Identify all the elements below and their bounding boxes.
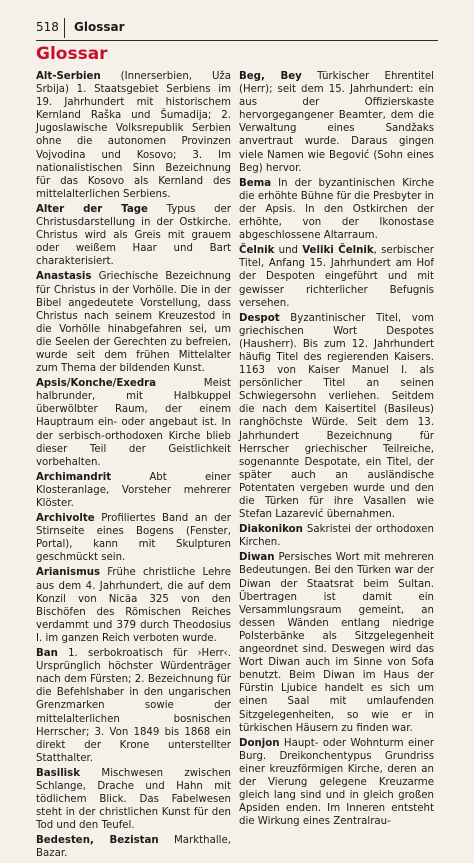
glossary-definition: (Innerserbien, Uža Srbija) 1. Staatsgebiet Serbiens im 19. Jahrhundert mit historischem Kernland Raška und Šumadija; 2. Jugoslawische Volksrepublik Serbien ohne die autonomen Provinzen Vojvodina und Kosovo; 3. Im nationalistischen Sinn Bezeichnung für das Kosovo als Kernland des mittelalterlichen Serbiens.: [36, 71, 231, 200]
glossary-term: Archivolte: [36, 513, 95, 525]
page-title: Glossar: [36, 44, 108, 64]
glossary-entry: [36, 270, 231, 375]
glossary-definition: Meist halbrunder, mit Halbkuppel überwölbter Raum, der einem Hauptraum ein- oder angebaut ist. In der serbisch-orthodoxen Kirche blieb dieser Teil der Geistlichkeit vorbehalten.: [36, 378, 231, 468]
glossary-definition: Markthalle, Bazar.: [36, 835, 231, 860]
glossary-entry: [239, 244, 434, 309]
glossary-entry: [36, 377, 231, 469]
glossary-term: Alt-Serbien: [36, 71, 101, 82]
glossary-entry: [36, 471, 231, 510]
glossary-definition: Profiliertes Band an der Stirnseite eines Bogens (Fenster, Portal), kann mit Skulpturen geschmückt sein.: [36, 513, 231, 564]
running-header: [36, 18, 438, 41]
glossary-definition: Frühe christliche Lehre aus dem 4. Jahrhundert, die auf dem Konzil von Nicäa 325 von den Bischöfen des Römischen Reiches verdammt und 379 durch Theodosius I. im ganzen Reich verboten wurde.: [36, 567, 231, 644]
glossary-term: Diakonikon: [239, 524, 303, 536]
glossary-definition: Griechische Bezeichnung für Christus in der Vorhölle. Die in der Bibel angedeutete Vorstellung, dass Christus nach seinem Kreuzestod in die Vorhölle hinabgefahren sei, um die Seelen der Gerechten zu befreien, wurde seit dem frühen Mittelalter zum Thema der bildenden Kunst.: [36, 271, 231, 375]
glossary-term: Čelnik: [239, 245, 275, 257]
glossary-term: Arianismus: [36, 567, 101, 579]
right-column: [239, 70, 434, 830]
running-header-title: Glossar: [74, 20, 125, 34]
glossary-term: Bedesten, Bezistan: [36, 835, 159, 847]
glossary-term: Donjon: [239, 737, 280, 749]
glossary-term: Alter der Tage: [36, 203, 148, 215]
glossary-entry: [36, 203, 231, 268]
glossary-definition: 1. serbokroatisch für ›Herr‹. Ursprünglich höchster Würdenträger nach dem Fürsten; 2. Bezeichnung für die Befehlshaber in den ungarischen Grenzmarken sowie der mittelalterlichen bosnischen Herrscher; 3. Von 1849 bis 1868 ein direkt der Krone unterstellter Statthalter.: [36, 648, 231, 764]
glossary-definition: Türkischer Ehrentitel (Herr); seit dem 15. Jahrhundert: ein aus der Offizierskaste hervorgegangener Beamter, dem die Verwaltung eines Sandžaks anvertraut wurde. Daraus gingen viele Namen wie Begović (Sohn eines Beg) hervor.: [239, 71, 435, 174]
glossary-definition: Mischwesen zwischen Schlange, Drache und Hahn mit tödlichem Blick. Das Fabelwesen steht in der christlichen Kunst für den Tod und den Teufel.: [36, 767, 231, 832]
glossary-definition: Persisches Wort mit mehreren Bedeutungen. Bei den Türken war der Diwan der Staatsrat beim Sultan. Übertragen ist damit ein Versammlungsraum gemeint, an dessen Wänden entlang niedrige Polsterbänke als Sitzgelegenheit angeordnet sind. Deswegen wird das Wort Diwan auch im Sinne von Sofa benutzt. Beim Diwan im Haus der Fürstin Ljubice handelt es sich um einen Saal mit umlaufenden Sitzgelegenheiten, so wie er in türkischen Häusern zu finden war.: [239, 552, 434, 734]
page-number: 518: [36, 20, 59, 34]
glossary-definition: Byzantinischer Titel, vom griechischen Wort Despotes (Hausherr). Bis zum 12. Jahrhundert häufig Titel des regierenden Kaisers. 1163 von Kaiser Manuel I. als persönlicher Titel an seinen Schwiegersohn verliehen. Seitdem die nach dem Kaisertitel (Basileus) ranghöchste Würde. Seit dem 13. Jahrhundert Bezeichnung für Herrscher griechischer Teilreiche, sogenannte Despotate, ein Titel, der später auch an ausländische Potentaten vergeben wurde und den die Türken für ihre Vasallen wie Stefan Lazarević übernahmen.: [239, 312, 434, 521]
glossary-definition: Sakristei der orthodoxen Kirchen.: [239, 524, 434, 549]
glossary-definition: Typus der Christusdarstellung in der Ostkirche. Christus wird als Greis mit grauem oder weißem Haar und Bart charakterisiert.: [36, 203, 231, 268]
glossary-entry: [36, 647, 231, 765]
header-divider: [64, 18, 65, 38]
glossary-term: Bema: [239, 177, 272, 189]
glossary-entry: [239, 70, 434, 175]
glossary-entry: [239, 523, 434, 549]
glossary-term: Veliki Čelnik: [302, 245, 374, 257]
glossary-entry: [239, 737, 434, 829]
glossary-definition: , serbischer Titel, Anfang 15. Jahrhundert am Hof der Despoten eingeführt und mit gewisser richterlicher Befugnis versehen.: [239, 245, 434, 309]
glossary-entry: [36, 566, 231, 645]
glossary-term: Anastasis: [36, 271, 92, 283]
glossary-entry: [36, 834, 231, 860]
glossary-term: Diwan: [239, 552, 275, 564]
glossary-definition: und: [274, 245, 303, 257]
glossary-entry: [36, 767, 231, 832]
glossary-definition: Abt einer Klosteranlage, Vorsteher mehrerer Klöster.: [36, 471, 231, 509]
glossary-term: Basilisk: [36, 767, 81, 779]
left-column: [36, 70, 231, 863]
glossary-definition: Haupt- oder Wohnturm einer Burg. Dreikonchentypus Grundriss einer kreuzförmigen Kirche, deren an der Vierung gelegene Kreuzarme gleich lang sind und in gleich großen Apsiden enden. Im Inneren entsteht die Wirkung eines Zentralrau-: [239, 737, 434, 828]
glossary-term: Archimandrit: [36, 471, 112, 483]
glossary-entry: [239, 177, 434, 242]
glossary-entry: [36, 512, 231, 564]
glossary-definition: In der byzantinischen Kirche die erhöhte Bühne für die Presbyter in der Apsis. In den Ostkirchen der erhöhte, von der Ikonostase abgeschlossene Altarraum.: [239, 177, 434, 242]
glossary-term: Ban: [36, 648, 58, 660]
glossary-entry: [36, 70, 231, 201]
glossary-entry: [239, 551, 434, 734]
glossary-term: Beg, Bey: [239, 71, 302, 82]
glossary-term: Apsis/Konche/Exedra: [36, 378, 157, 390]
glossary-entry: [239, 312, 434, 522]
glossary-term: Despot: [239, 312, 280, 324]
